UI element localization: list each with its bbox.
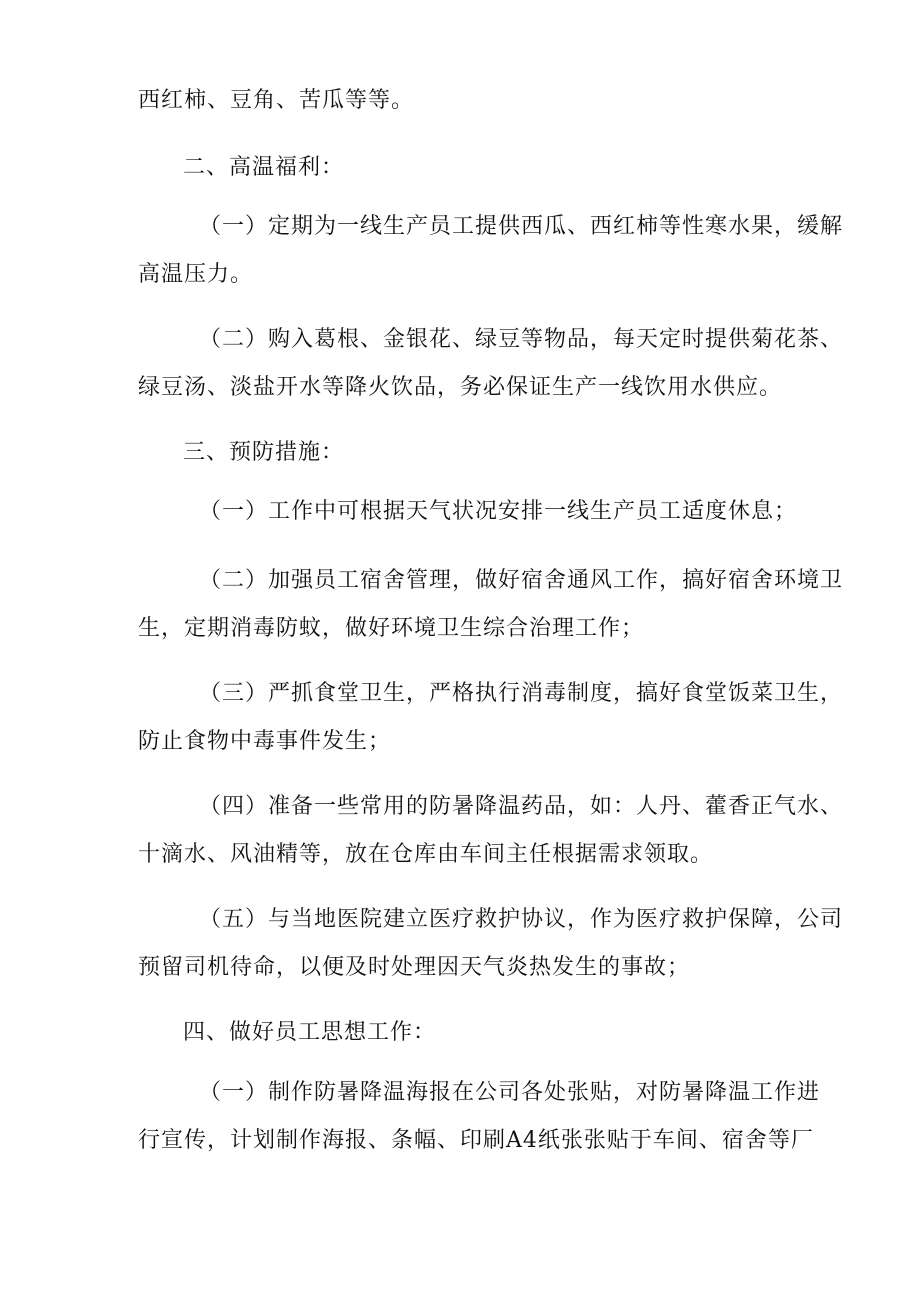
- section-heading: 四、做好员工思想工作：: [183, 1020, 437, 1045]
- text-line: （一）工作中可根据天气状况安排一线生产员工适度休息；: [199, 499, 798, 524]
- text-line: （四）准备一些常用的防暑降温药品，如：人丹、藿香正气水、: [199, 794, 844, 819]
- section-heading: 三、预防措施：: [183, 440, 345, 465]
- text-line: 西红柿、豆角、苦瓜等等。: [138, 88, 415, 113]
- text-line: （五）与当地医院建立医疗救护协议，作为医疗救护保障，公司: [199, 907, 844, 932]
- text-line: 防止食物中毒事件发生；: [138, 729, 392, 754]
- text-line: 绿豆汤、淡盐开水等降火饮品，务必保证生产一线饮用水供应。: [138, 375, 783, 400]
- text-line: （一）制作防暑降温海报在公司各处张贴，对防暑降温工作进: [199, 1080, 821, 1105]
- text-line: （二）购入葛根、金银花、绿豆等物品，每天定时提供菊花茶、: [199, 327, 844, 352]
- text-line: 行宣传，计划制作海报、条幅、印刷A4纸张张贴于车间、宿舍等厂: [138, 1128, 814, 1153]
- text-line: 生，定期消毒防蚊，做好环境卫生综合治理工作；: [138, 616, 645, 641]
- section-heading: 二、高温福利：: [183, 155, 345, 180]
- text-line: （二）加强员工宿舍管理，做好宿舍通风工作，搞好宿舍环境卫: [199, 568, 844, 593]
- text-line: 高温压力。: [138, 262, 254, 287]
- text-line: （一）定期为一线生产员工提供西瓜、西红柿等性寒水果，缓解: [199, 214, 844, 239]
- text-line: 十滴水、风油精等，放在仓库由车间主任根据需求领取。: [138, 842, 714, 867]
- text-line: （三）严抓食堂卫生，严格执行消毒制度，搞好食堂饭菜卫生，: [199, 681, 844, 706]
- text-line: 预留司机待命，以便及时处理因天气炎热发生的事故；: [138, 955, 691, 980]
